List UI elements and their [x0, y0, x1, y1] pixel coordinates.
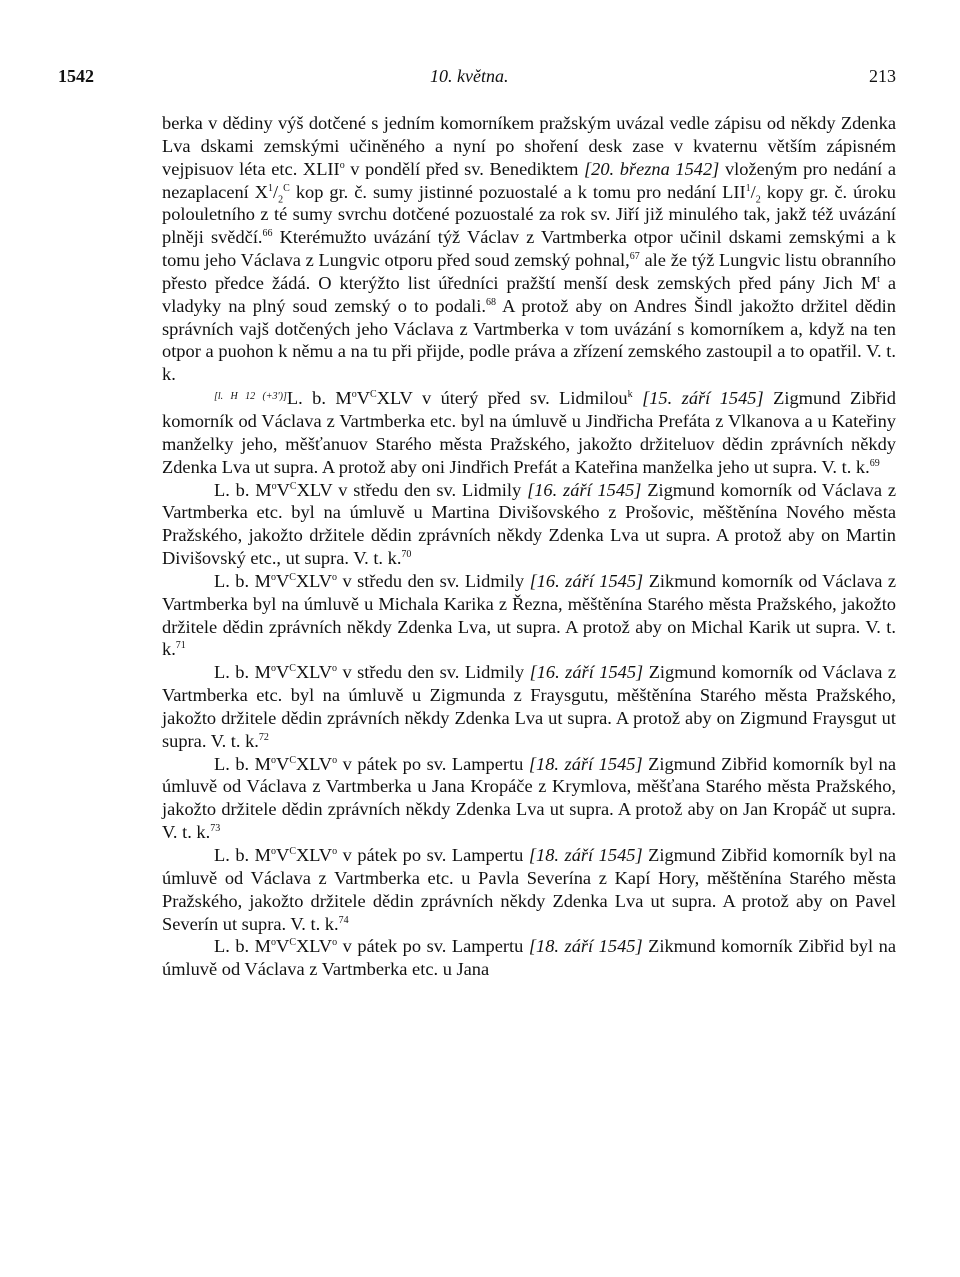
paragraph-5: L. b. $M^oV^CXLV^o$ v středu den sv. Lidmily [16. září 1545] Zigmund komorník od Václava z Vartmberka etc. byl na úmluvě u Zigmunda z Fraysgutu, měštěnína Starého města Pražského, jakožto držitele dědin zprávních někdy Zdenka Lva ut supra. A protož aby on Zigmund Fraysgut ut supra. V. t. k.$^{72}$ — [162, 662, 896, 751]
footnote-ref-74: 74 — [338, 914, 349, 926]
paragraph-4: L. b. $M^oV^CXLV^o$ v středu den sv. Lidmily [16. září 1545] Zikmund komorník od Václava z Vartmberka byl na úmluvě u Michala Karika z Řezna, měštěnína Starého města Pražského, jakožto držitele dědin zprávních někdy Zdenka Lva, ut supra. A protož aby on Michal Karik ut supra. V. t. k.$^{71}$ — [162, 570, 896, 660]
body-text — [162, 112, 896, 981]
footnote-ref-70: 70 — [401, 548, 412, 560]
footnote-ref-73: 73 — [210, 823, 221, 835]
page-number: 213 — [869, 66, 896, 86]
header-year: 1542 — [58, 66, 94, 86]
folio-marker: [l. H 12 (+3')] — [214, 391, 287, 403]
page-header — [58, 66, 896, 90]
paragraph-6: L. b. $M^oV^CXLV^o$ v pátek po sv. Lampertu [18. září 1545] Zigmund Zibřid komorník byl na úmluvě od Václava z Vartmberka u Jana Kropáče z Krymlova, měšťana Starého města Pražského, jakožto držitele dědin zprávních někdy Zdenka Lva ut supra. A protož aby on Jan Kropáč ut supra. V. t. k.$^{73}$ — [162, 753, 896, 843]
footnote-ref-66: 66 — [262, 228, 273, 240]
paragraph-3: L. b. $M^oV^CXLV$ v středu den sv. Lidmily [16. září 1545] Zigmund komorník od Václava z Vartmberka etc. byl na úmluvě u Martina Divišovského z Prošovic, měštěnína Nového města Pražského, jakožto držitele dědin zprávních někdy Zdenka Lva ut supra. A protož aby on Martin Divišovský etc., ut supra. V. t. k.$^{70}$ — [162, 479, 896, 569]
footnote-ref-71: 71 — [175, 640, 186, 652]
paragraph-8: L. b. $M^oV^CXLV^o$ v pátek po sv. Lampertu [18. září 1545] Zikmund komorník Zibřid byl na úmluvě od Václava z Vartmberka etc. u Jana — [162, 936, 896, 980]
paragraph-7: L. b. $M^oV^CXLV^o$ v pátek po sv. Lampertu [18. září 1545] Zigmund Zibřid komorník byl na úmluvě od Václava z Vartmberka etc. u Pavla Severína z Kapí Hory, měštěnína Starého města Pražského, jakožto držitele dědin zprávních někdy Zdenka Lva ut supra. A protož aby on Pavel Severín ut supra. V. t. k.$^{74}$ — [162, 845, 896, 934]
header-date: 10. května. — [430, 66, 509, 86]
footnote-ref-72: 72 — [258, 731, 269, 743]
paragraph-2: [l. H 12 (+3')]L. b. $M^oV^CXLV$ v úterý před sv. Lidmilou$^k$ [15. září 1545] Zigmund Zibřid komorník od Václava z Vartmberka etc. byl na úmluvě u Jindřicha Prefáta z Vlkanova a u Kateřiny manželky jeho, měšťanuov Starého města Pražského, jakožto držiteluov dědin zprávních někdy Zdenka Lva ut supra. A protož aby oni Jindřich Prefát a Kateřina manželka jeho ut supra. V. t. k.$^{69}$ — [162, 388, 896, 477]
paragraph-1: berka v dědiny výš dotčené s jedním komorníkem pražským uvázal vedle zápisu od někdy Zdenka Lva dskami zemskými učiněného a nyní po shoření desk zase v kvaternu větším zápisném vejpisuov léta etc. XLII$^o$ v pondělí před sv. Benediktem [20. března 1542] vloženým pro nedání a nezaplacení $X^1/_2^C$ kop gr. č. sumy jistinné pozuostalé a k tomu pro nedání $LII^1/_2$ kopy gr. č. úroku polouletního z té sumy svrchu dotčené pozuostalé za rok sv. Jiří již minulého tak, jakž též uvázání plněji svědčí.$^{66}$ Kterémužto uvázání týž Václav z Vartmberka otpor učinil dskami zemskými a k tomu jeho Václava z Lungvic otporu před soud zemský pohnal,$^{67}$ ale že týž Lungvic listu obranního přesto předce žádá. O kterýžto list úředníci pražští menší desk zemských před pány Jich $M^t$ a vladyky na plný soud zemský o to podali.$^{68}$ A protož aby on Andres Šindl jakožto držitel dědin správních vajš dotčených jeho Václava z Vartmberka v tom uvázání s komorníkem a, když na ten otpor a puohon k němu a na tu při přijde, podle práva a zřízení zemského zastoupil a to opatřil. V. t. k. — [162, 113, 897, 385]
footnote-ref-68: 68 — [486, 296, 496, 308]
footnote-ref-67: 67 — [629, 250, 640, 262]
footnote-ref-69: 69 — [869, 457, 880, 469]
